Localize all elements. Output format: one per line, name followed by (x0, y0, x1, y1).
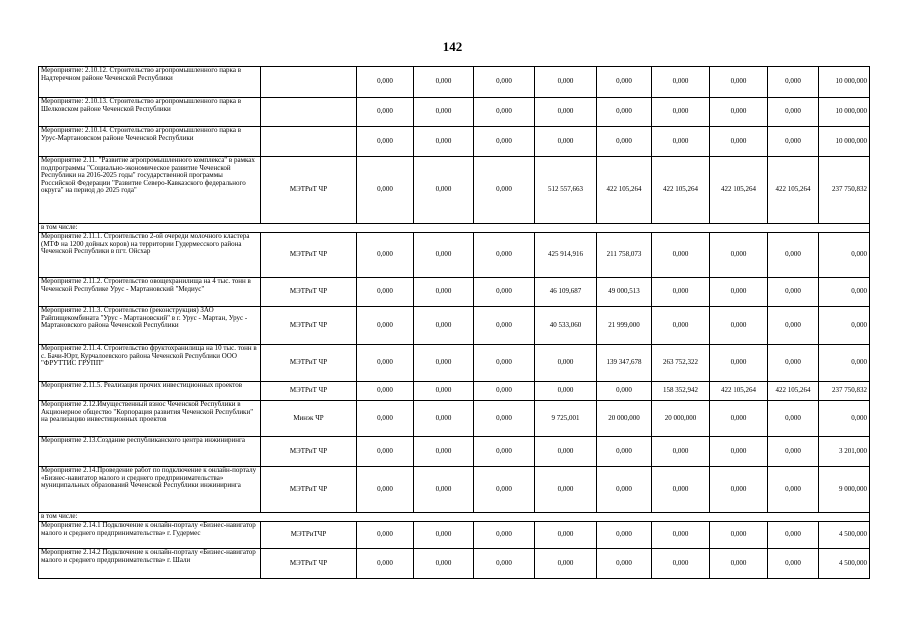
value-cell: 237 750,832 (819, 157, 870, 224)
value-cell: 0,000 (474, 127, 535, 157)
subhead-label: в том числе: (39, 224, 870, 233)
value-cell: 0,000 (414, 467, 474, 513)
value-cell: 0,000 (768, 98, 819, 127)
value-cell: 0,000 (414, 157, 474, 224)
value-cell: 0,000 (768, 549, 819, 579)
activity-name-cell: Мероприятие 2.12.Имущественный взнос Чеченской Республики в Акционерное общество "Корпорация развития Чеченской Республики" на реализацию инвестиционных проектов (39, 401, 261, 437)
value-cell: 0,000 (414, 98, 474, 127)
value-cell: 0,000 (597, 549, 652, 579)
value-cell: 0,000 (357, 127, 414, 157)
activity-name-cell: Мероприятие 2.11.3. Строительство (реконструкция) ЗАО Райпищекомбината "Урус - Мартановский" в г. Урус - Мартан, Урус - Мартановского района Чеченской Республики (39, 307, 261, 345)
value-cell: 0,000 (474, 278, 535, 307)
executor-cell: МЭТРиТ ЧР (261, 157, 357, 224)
value-cell: 4 500,000 (819, 522, 870, 549)
value-cell: 0,000 (819, 233, 870, 278)
value-cell: 0,000 (535, 382, 597, 401)
value-cell: 0,000 (768, 278, 819, 307)
value-cell: 3 201,000 (819, 437, 870, 467)
value-cell: 0,000 (474, 307, 535, 345)
executor-cell: МЭТРиТЧР (261, 522, 357, 549)
value-cell: 0,000 (414, 278, 474, 307)
value-cell: 0,000 (357, 157, 414, 224)
value-cell: 0,000 (768, 307, 819, 345)
page-number: 142 (442, 39, 463, 54)
value-cell: 422 105,264 (597, 157, 652, 224)
value-cell: 40 533,060 (535, 307, 597, 345)
value-cell: 0,000 (768, 401, 819, 437)
value-cell: 9 000,000 (819, 467, 870, 513)
executor-cell: МЭТРиТ ЧР (261, 467, 357, 513)
table-row (39, 437, 870, 467)
value-cell: 0,000 (474, 67, 535, 98)
value-cell: 10 000,000 (819, 127, 870, 157)
value-cell: 0,000 (710, 437, 768, 467)
value-cell: 422 105,264 (652, 157, 710, 224)
value-cell: 0,000 (710, 307, 768, 345)
value-cell: 0,000 (535, 345, 597, 382)
value-cell: 0,000 (414, 307, 474, 345)
executor-cell: МЭТРиТ ЧР (261, 278, 357, 307)
value-cell: 0,000 (652, 467, 710, 513)
value-cell: 139 347,678 (597, 345, 652, 382)
value-cell: 0,000 (768, 437, 819, 467)
executor-cell: МЭТРиТ ЧР (261, 382, 357, 401)
value-cell: 0,000 (710, 67, 768, 98)
table-row (39, 467, 870, 513)
activity-name-cell: Мероприятие 2.13.Создание республиканского центра инжиниринга (39, 437, 261, 467)
value-cell: 0,000 (414, 67, 474, 98)
value-cell: 0,000 (652, 233, 710, 278)
value-cell: 0,000 (357, 382, 414, 401)
value-cell: 0,000 (597, 127, 652, 157)
value-cell: 49 000,513 (597, 278, 652, 307)
table-row (39, 157, 870, 224)
value-cell: 0,000 (474, 522, 535, 549)
value-cell: 0,000 (414, 549, 474, 579)
value-cell: 0,000 (819, 345, 870, 382)
value-cell: 10 000,000 (819, 67, 870, 98)
value-cell: 0,000 (768, 127, 819, 157)
value-cell: 0,000 (652, 437, 710, 467)
value-cell: 0,000 (710, 467, 768, 513)
value-cell: 0,000 (597, 522, 652, 549)
value-cell: 0,000 (474, 233, 535, 278)
table-row (39, 522, 870, 549)
executor-cell: МЭТРиТ ЧР (261, 233, 357, 278)
subhead-row (39, 224, 870, 233)
value-cell: 0,000 (474, 345, 535, 382)
value-cell: 0,000 (474, 467, 535, 513)
value-cell: 0,000 (535, 467, 597, 513)
value-cell: 0,000 (357, 467, 414, 513)
value-cell: 425 914,916 (535, 233, 597, 278)
activity-name-cell: Мероприятие 2.11.5. Реализация прочих инвестиционных проектов (39, 382, 261, 401)
value-cell: 0,000 (710, 127, 768, 157)
value-cell: 46 109,687 (535, 278, 597, 307)
value-cell: 0,000 (819, 278, 870, 307)
value-cell: 237 750,832 (819, 382, 870, 401)
value-cell: 0,000 (474, 382, 535, 401)
activity-name-cell: Мероприятие 2.11.2. Строительство овощехранилища на 4 тыс. тонн в Чеченской Республике Урус - Мартановский "Медиус" (39, 278, 261, 307)
table-row (39, 549, 870, 579)
table-row (39, 67, 870, 98)
value-cell: 0,000 (474, 157, 535, 224)
value-cell: 211 758,073 (597, 233, 652, 278)
value-cell: 0,000 (357, 437, 414, 467)
value-cell: 0,000 (597, 67, 652, 98)
value-cell: 422 105,264 (710, 382, 768, 401)
value-cell: 0,000 (768, 522, 819, 549)
value-cell: 0,000 (357, 98, 414, 127)
value-cell: 0,000 (357, 401, 414, 437)
value-cell: 0,000 (819, 401, 870, 437)
value-cell: 422 105,264 (768, 157, 819, 224)
value-cell: 0,000 (768, 67, 819, 98)
table-row (39, 345, 870, 382)
executor-cell (261, 127, 357, 157)
value-cell: 0,000 (768, 467, 819, 513)
value-cell: 0,000 (710, 345, 768, 382)
value-cell: 0,000 (652, 98, 710, 127)
table-body (39, 67, 870, 579)
table-row (39, 98, 870, 127)
value-cell: 0,000 (414, 233, 474, 278)
subhead-label: в том числе: (39, 513, 870, 522)
value-cell: 0,000 (474, 549, 535, 579)
activity-name-cell: Мероприятие: 2.10.14. Строительство агропромышленного парка в Урус-Мартановском районе Чеченской Республики (39, 127, 261, 157)
value-cell: 0,000 (535, 98, 597, 127)
table-row (39, 382, 870, 401)
table-row (39, 233, 870, 278)
value-cell: 0,000 (710, 522, 768, 549)
value-cell: 0,000 (535, 522, 597, 549)
executor-cell: МЭТРиТ ЧР (261, 345, 357, 382)
activity-name-cell: Мероприятие: 2.10.13. Строительство агропромышленного парка в Шелковском районе Чеченской Республики (39, 98, 261, 127)
value-cell: 0,000 (710, 278, 768, 307)
value-cell: 0,000 (357, 307, 414, 345)
value-cell: 0,000 (652, 67, 710, 98)
value-cell: 422 105,264 (710, 157, 768, 224)
value-cell: 0,000 (597, 98, 652, 127)
value-cell: 0,000 (357, 67, 414, 98)
value-cell: 0,000 (414, 382, 474, 401)
activity-name-cell: Мероприятие 2.11.4. Строительство фруктохранилища на 10 тыс. тонн в с. Бачи-Юрт, Курчалоевского района Чеченской Республики ООО "ФРУТТИС ГРУПП" (39, 345, 261, 382)
value-cell: 0,000 (710, 98, 768, 127)
value-cell: 0,000 (710, 549, 768, 579)
executor-cell: МЭТРиТ ЧР (261, 549, 357, 579)
executor-cell (261, 67, 357, 98)
value-cell: 0,000 (357, 549, 414, 579)
value-cell: 0,000 (652, 307, 710, 345)
value-cell: 0,000 (414, 345, 474, 382)
value-cell: 0,000 (357, 345, 414, 382)
executor-cell: МЭТРиТ ЧР (261, 307, 357, 345)
executor-cell: Минэк ЧР (261, 401, 357, 437)
value-cell: 0,000 (414, 522, 474, 549)
activity-name-cell: Мероприятие 2.14.2 Подключение к онлайн-порталу «Бизнес-навигатор малого и среднего предпринимательства» г. Шали (39, 549, 261, 579)
value-cell: 0,000 (535, 437, 597, 467)
value-cell: 0,000 (357, 522, 414, 549)
table-row (39, 307, 870, 345)
value-cell: 20 000,000 (652, 401, 710, 437)
value-cell: 9 725,001 (535, 401, 597, 437)
activity-name-cell: Мероприятие 2.11. "Развитие агропромышленного комплекса" в рамках подпрограммы "Социально-экономическое развитие Чеченской Республики на 2016-2025 годы" государственной программы Российской Федерации "Развитие Северо-Кавказского федерального округа" на период до 2025 года" (39, 157, 261, 224)
value-cell: 422 105,264 (768, 382, 819, 401)
value-cell: 0,000 (414, 401, 474, 437)
subhead-row (39, 513, 870, 522)
value-cell: 10 000,000 (819, 98, 870, 127)
value-cell: 0,000 (357, 233, 414, 278)
value-cell: 20 000,000 (597, 401, 652, 437)
value-cell: 4 500,000 (819, 549, 870, 579)
table-row (39, 278, 870, 307)
budget-table (38, 66, 870, 579)
value-cell: 0,000 (597, 437, 652, 467)
table-row (39, 401, 870, 437)
value-cell: 21 999,000 (597, 307, 652, 345)
value-cell: 0,000 (597, 382, 652, 401)
value-cell: 0,000 (535, 127, 597, 157)
value-cell: 0,000 (414, 127, 474, 157)
value-cell: 512 557,663 (535, 157, 597, 224)
value-cell: 0,000 (652, 522, 710, 549)
value-cell: 263 752,322 (652, 345, 710, 382)
value-cell: 0,000 (768, 233, 819, 278)
value-cell: 158 352,942 (652, 382, 710, 401)
activity-name-cell: Мероприятие 2.14.Проведение работ по подключение к онлайн-порталу «Бизнес-навигатор малого и среднего предпринимательства» муниципальных образований Чеченской Республики инжиниринга (39, 467, 261, 513)
activity-name-cell: Мероприятие: 2.10.12. Строительство агропромышленного парка в Надтеречном районе Чеченской Республики (39, 67, 261, 98)
value-cell: 0,000 (652, 278, 710, 307)
activity-name-cell: Мероприятие 2.11.1. Строительство 2-ой очереди молочного кластера (МТФ на 1200 дойных коров) на территории Гудермесского района Чеченской Республики в пгт. Ойсхар (39, 233, 261, 278)
executor-cell: МЭТРиТ ЧР (261, 437, 357, 467)
value-cell: 0,000 (357, 278, 414, 307)
table-row (39, 127, 870, 157)
value-cell: 0,000 (414, 437, 474, 467)
value-cell: 0,000 (652, 127, 710, 157)
value-cell: 0,000 (710, 233, 768, 278)
value-cell: 0,000 (474, 437, 535, 467)
value-cell: 0,000 (768, 345, 819, 382)
activity-name-cell: Мероприятие 2.14.1 Подключение к онлайн-порталу «Бизнес-навигатор малого и среднего предпринимательства» г. Гудермес (39, 522, 261, 549)
value-cell: 0,000 (474, 401, 535, 437)
value-cell: 0,000 (474, 98, 535, 127)
value-cell: 0,000 (535, 67, 597, 98)
value-cell: 0,000 (535, 549, 597, 579)
value-cell: 0,000 (652, 549, 710, 579)
value-cell: 0,000 (710, 401, 768, 437)
value-cell: 0,000 (819, 307, 870, 345)
executor-cell (261, 98, 357, 127)
value-cell: 0,000 (597, 467, 652, 513)
